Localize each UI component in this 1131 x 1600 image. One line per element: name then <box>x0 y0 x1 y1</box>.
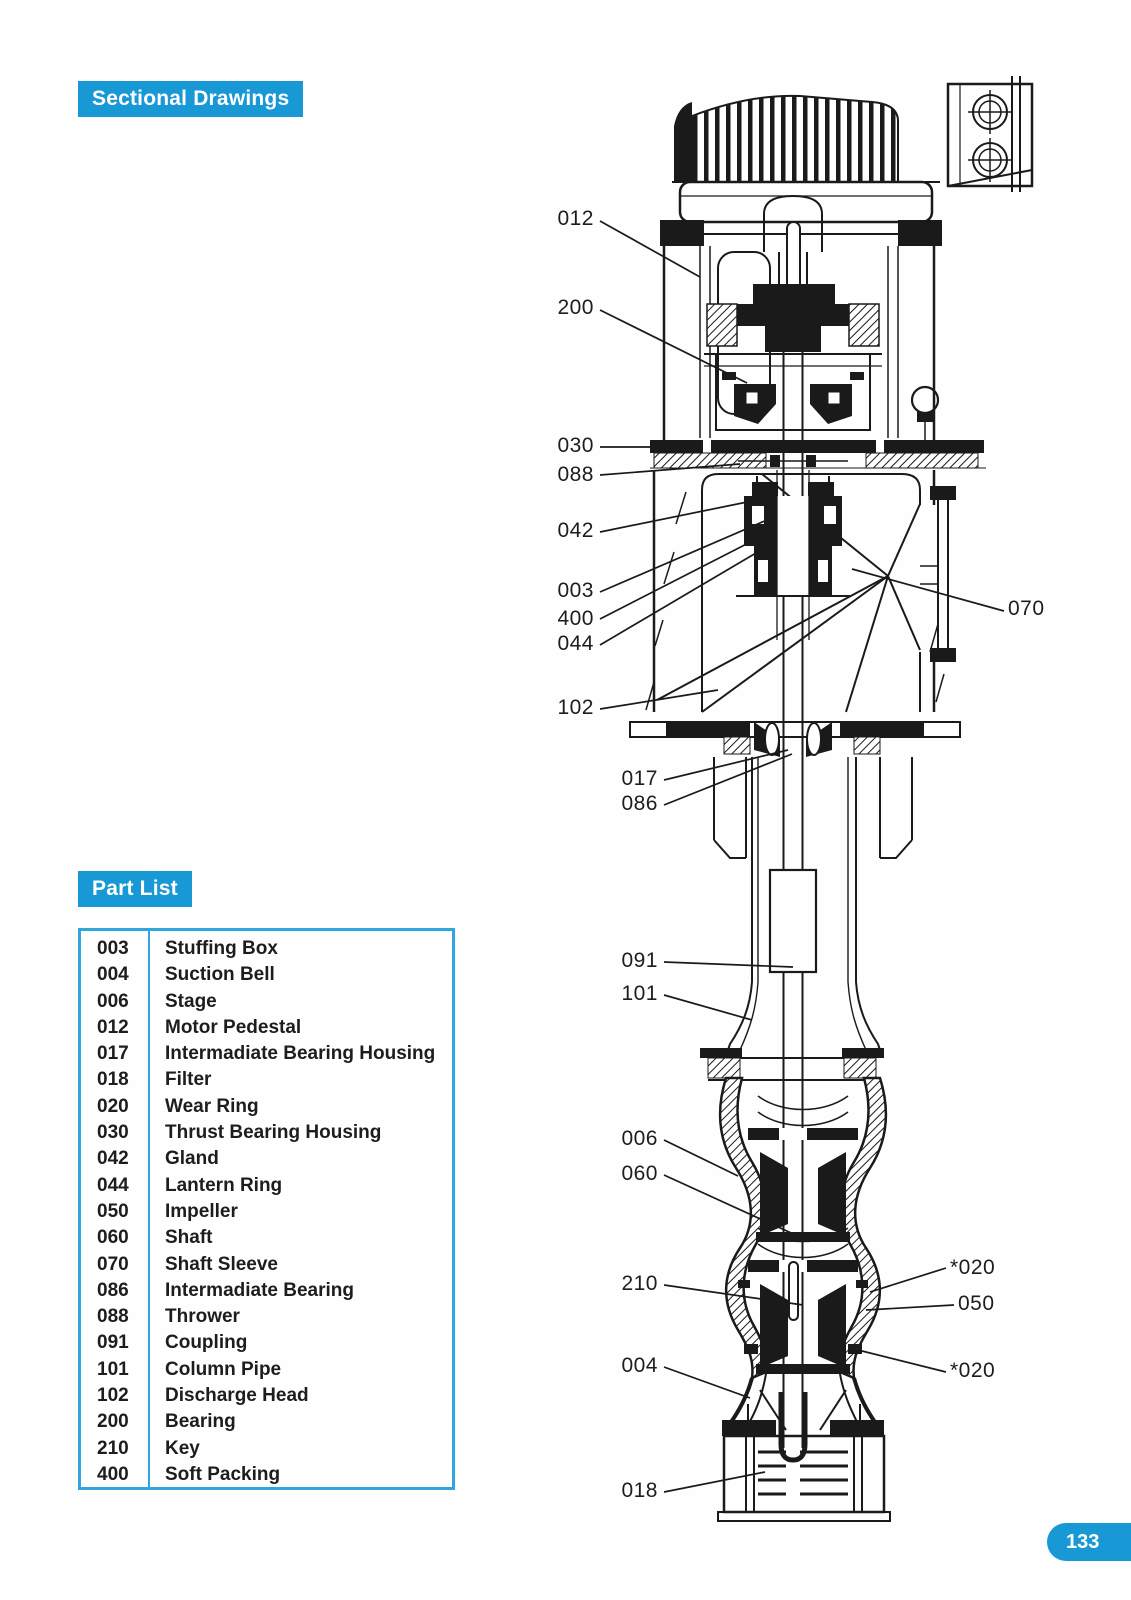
table-row <box>81 1252 452 1278</box>
part-name: Thrower <box>165 1306 240 1328</box>
table-row <box>81 1278 452 1304</box>
callout-label: 060 <box>621 1162 658 1185</box>
table-row <box>81 962 452 988</box>
part-code: 400 <box>97 1463 129 1485</box>
table-row <box>81 1146 452 1172</box>
part-name: Intermadiate Bearing Housing <box>165 1043 436 1065</box>
callout-label: 050 <box>958 1292 995 1315</box>
part-code: 060 <box>97 1227 129 1249</box>
part-code: 050 <box>97 1200 129 1222</box>
table-row <box>81 1225 452 1251</box>
callout-label: 210 <box>621 1272 658 1295</box>
table-row <box>81 1067 452 1093</box>
part-name: Stage <box>165 990 217 1012</box>
callout-label: 012 <box>557 207 594 230</box>
part-code: 017 <box>97 1043 129 1065</box>
part-code: 088 <box>97 1306 129 1328</box>
table-row <box>81 1304 452 1330</box>
part-name: Shaft <box>165 1227 213 1249</box>
part-code: 042 <box>97 1148 129 1170</box>
callout-label: 018 <box>621 1479 658 1502</box>
part-name: Suction Bell <box>165 964 275 986</box>
table-row <box>81 1041 452 1067</box>
callout-label: 004 <box>621 1354 658 1377</box>
table-row <box>81 1015 452 1041</box>
page-number-badge: 133 <box>1047 1523 1131 1561</box>
part-code: 044 <box>97 1174 129 1196</box>
leader-lines <box>600 221 1004 1492</box>
callout-label: *020 <box>950 1256 996 1279</box>
part-code: 012 <box>97 1016 129 1038</box>
part-name: Intermadiate Bearing <box>165 1279 354 1301</box>
callout-label: 042 <box>557 519 594 542</box>
part-name: Filter <box>165 1069 212 1091</box>
table-row <box>81 1120 452 1146</box>
table-row <box>81 1383 452 1409</box>
callout-label: 030 <box>557 434 594 457</box>
part-name: Column Pipe <box>165 1358 282 1380</box>
part-name: Bearing <box>165 1411 236 1433</box>
part-code: 006 <box>97 990 129 1012</box>
callout-label: 102 <box>557 696 594 719</box>
part-code: 102 <box>97 1385 129 1407</box>
callout-label: 400 <box>557 607 594 630</box>
callout-label: 017 <box>621 767 658 790</box>
callout-label: 006 <box>621 1127 658 1150</box>
table-row <box>81 989 452 1015</box>
callout-label: 086 <box>621 792 658 815</box>
part-name: Impeller <box>165 1200 238 1222</box>
table-row <box>81 1094 452 1120</box>
part-name: Motor Pedestal <box>165 1016 302 1038</box>
part-name: Gland <box>165 1148 219 1170</box>
part-name: Stuffing Box <box>165 938 278 959</box>
part-code: 070 <box>97 1253 129 1275</box>
callout-label: 101 <box>621 982 658 1005</box>
section-title-sectional-drawings: Sectional Drawings <box>78 81 303 117</box>
part-code: 003 <box>97 938 129 959</box>
table-row <box>81 1330 452 1356</box>
callout-label: 070 <box>1008 597 1045 620</box>
part-code: 018 <box>97 1069 129 1091</box>
part-code: 101 <box>97 1358 129 1380</box>
table-row <box>81 1436 452 1462</box>
part-code: 200 <box>97 1411 129 1433</box>
table-row <box>81 1199 452 1225</box>
part-name: Shaft Sleeve <box>165 1253 278 1275</box>
part-name: Thrust Bearing Housing <box>165 1122 382 1144</box>
table-row <box>81 1409 452 1435</box>
callout-label: 044 <box>557 632 594 655</box>
part-list-table <box>78 928 455 1490</box>
part-code: 004 <box>97 964 129 986</box>
part-name: Wear Ring <box>165 1095 259 1117</box>
part-name: Soft Packing <box>165 1463 281 1485</box>
table-row <box>81 936 452 962</box>
part-name: Key <box>165 1437 200 1459</box>
part-name: Coupling <box>165 1332 248 1354</box>
table-row <box>81 1357 452 1383</box>
part-code: 020 <box>97 1095 129 1117</box>
callout-label: *020 <box>950 1359 996 1382</box>
part-name: Lantern Ring <box>165 1174 283 1196</box>
callout-label: 003 <box>557 579 594 602</box>
callout-label: 091 <box>621 949 658 972</box>
table-divider <box>148 931 150 1487</box>
part-code: 030 <box>97 1122 129 1144</box>
table-row <box>81 1462 452 1488</box>
callout-label: 200 <box>557 296 594 319</box>
part-name: Discharge Head <box>165 1385 309 1407</box>
table-row <box>81 1173 452 1199</box>
callout-label: 088 <box>557 463 594 486</box>
part-code: 091 <box>97 1332 129 1354</box>
part-code: 086 <box>97 1279 129 1301</box>
part-code: 210 <box>97 1437 129 1459</box>
section-title-part-list: Part List <box>78 871 192 907</box>
